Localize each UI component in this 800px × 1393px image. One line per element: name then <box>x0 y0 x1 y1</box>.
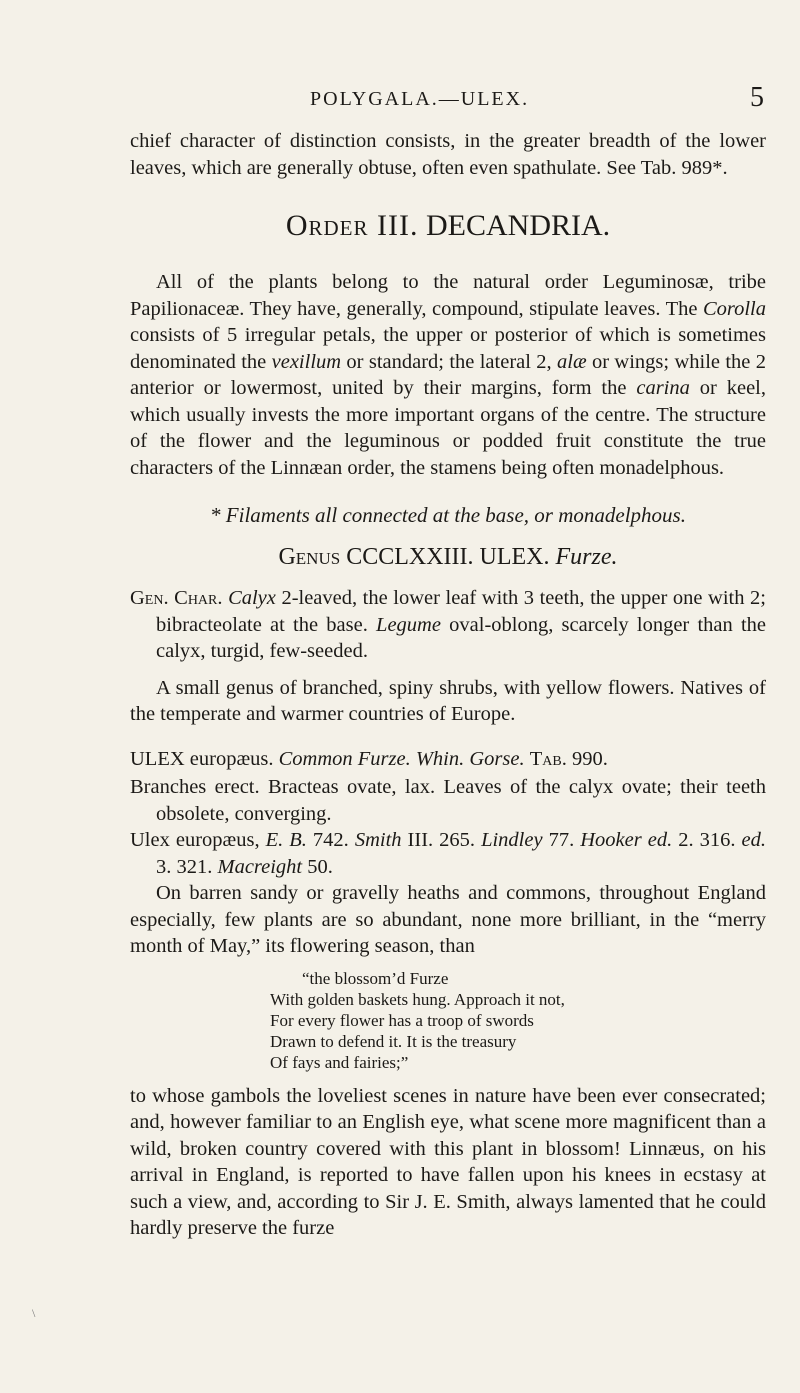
species-name: ULEX europæus. <box>130 747 274 770</box>
plate-reference: Tab. 990. <box>529 747 608 770</box>
species-habitat: On barren sandy or gravelly heaths and commons, throughout England especially, few plants are so abundant, none more brilliant, in the “merry month of May,” its flowering season, than <box>130 882 766 957</box>
genus-common-name: Furze. <box>555 544 618 570</box>
verse-line: Of fays and fairies;” <box>270 1052 409 1072</box>
order-name: DECANDRIA. <box>425 209 611 242</box>
generic-character: Gen. Char. Calyx 2-leaved, the lower leaf with 3 teeth, the upper one with 2; bibracteolate at the base. Legume oval-oblong, scarcely longer than the calyx, turgid, few-seeded. <box>130 587 766 662</box>
genus-prefix: Genus CCCLXXIII. <box>278 544 474 570</box>
verse-line: Drawn to defend it. It is the treasury <box>270 1031 517 1051</box>
genus-description: A small genus of branched, spiny shrubs, with yellow flowers. Natives of the temperate and warmer countries of Europe. <box>130 676 766 725</box>
species-references: Ulex europæus, E. B. 742. Smith III. 265. Lindley 77. Hooker ed. 2. 316. ed. 3. 321. Macreight 50. <box>130 829 767 878</box>
verse-line: “the blossom’d Furze <box>302 968 449 988</box>
order-paragraph: All of the plants belong to the natural order Leguminosæ, tribe Papilionaceæ. They have, generally, compound, stipulate leaves. The Corolla consists of 5 irregular petals, the upper or posterior of which is sometimes denominated the vexillum or standard; the lateral 2, alæ or wings; while the 2 anterior or lowermost, united by their margins, form the carina or keel, which usually invests the more important organs of the centre. The structure of the flower and the leguminous or podded fruit constitute the true characters of the Linnæan order, the stamens being often monadelphous. <box>130 271 766 479</box>
genus-name: ULEX. <box>479 544 550 570</box>
closing-paragraph: to whose gambols the loveliest scenes in nature have been ever consecrated; and, however familiar to an English eye, what scene more magnificent than a wild, broken country covered with this plant in blossom! Linnæus, on his arrival in England, is reported to have fallen upon his knees in ecstasy at such a view, and, according to Sir J. E. Smith, always lamented that he could hardly preserve the furze <box>130 1084 766 1239</box>
verse-quotation <box>270 968 766 1073</box>
species-entry <box>130 746 766 960</box>
running-head <box>130 82 766 128</box>
species-heading <box>130 746 766 773</box>
verse-line: For every flower has a troop of swords <box>270 1010 534 1030</box>
species-description: Branches erect. Bracteas ovate, lax. Leaves of the calyx ovate; their teeth obsolete, converging. <box>130 776 766 825</box>
book-page <box>130 82 767 1242</box>
section-heading: * Filaments all connected at the base, or monadelphous. <box>210 503 686 527</box>
order-heading <box>130 209 766 243</box>
margin-mark: \ <box>32 1306 36 1320</box>
order-prefix: Order III. <box>285 209 419 242</box>
verse-line: With golden baskets hung. Approach it not, <box>270 989 565 1009</box>
intro-paragraph: chief character of distinction consists, in the greater breadth of the lower leaves, which are generally obtuse, often even spathulate. See Tab. 989*. <box>130 130 766 179</box>
genus-heading <box>130 544 766 571</box>
species-common-names: Common Furze. Whin. Gorse. <box>278 747 525 770</box>
running-title: POLYGALA.—ULEX. <box>310 88 530 110</box>
page-number: 5 <box>750 82 766 113</box>
